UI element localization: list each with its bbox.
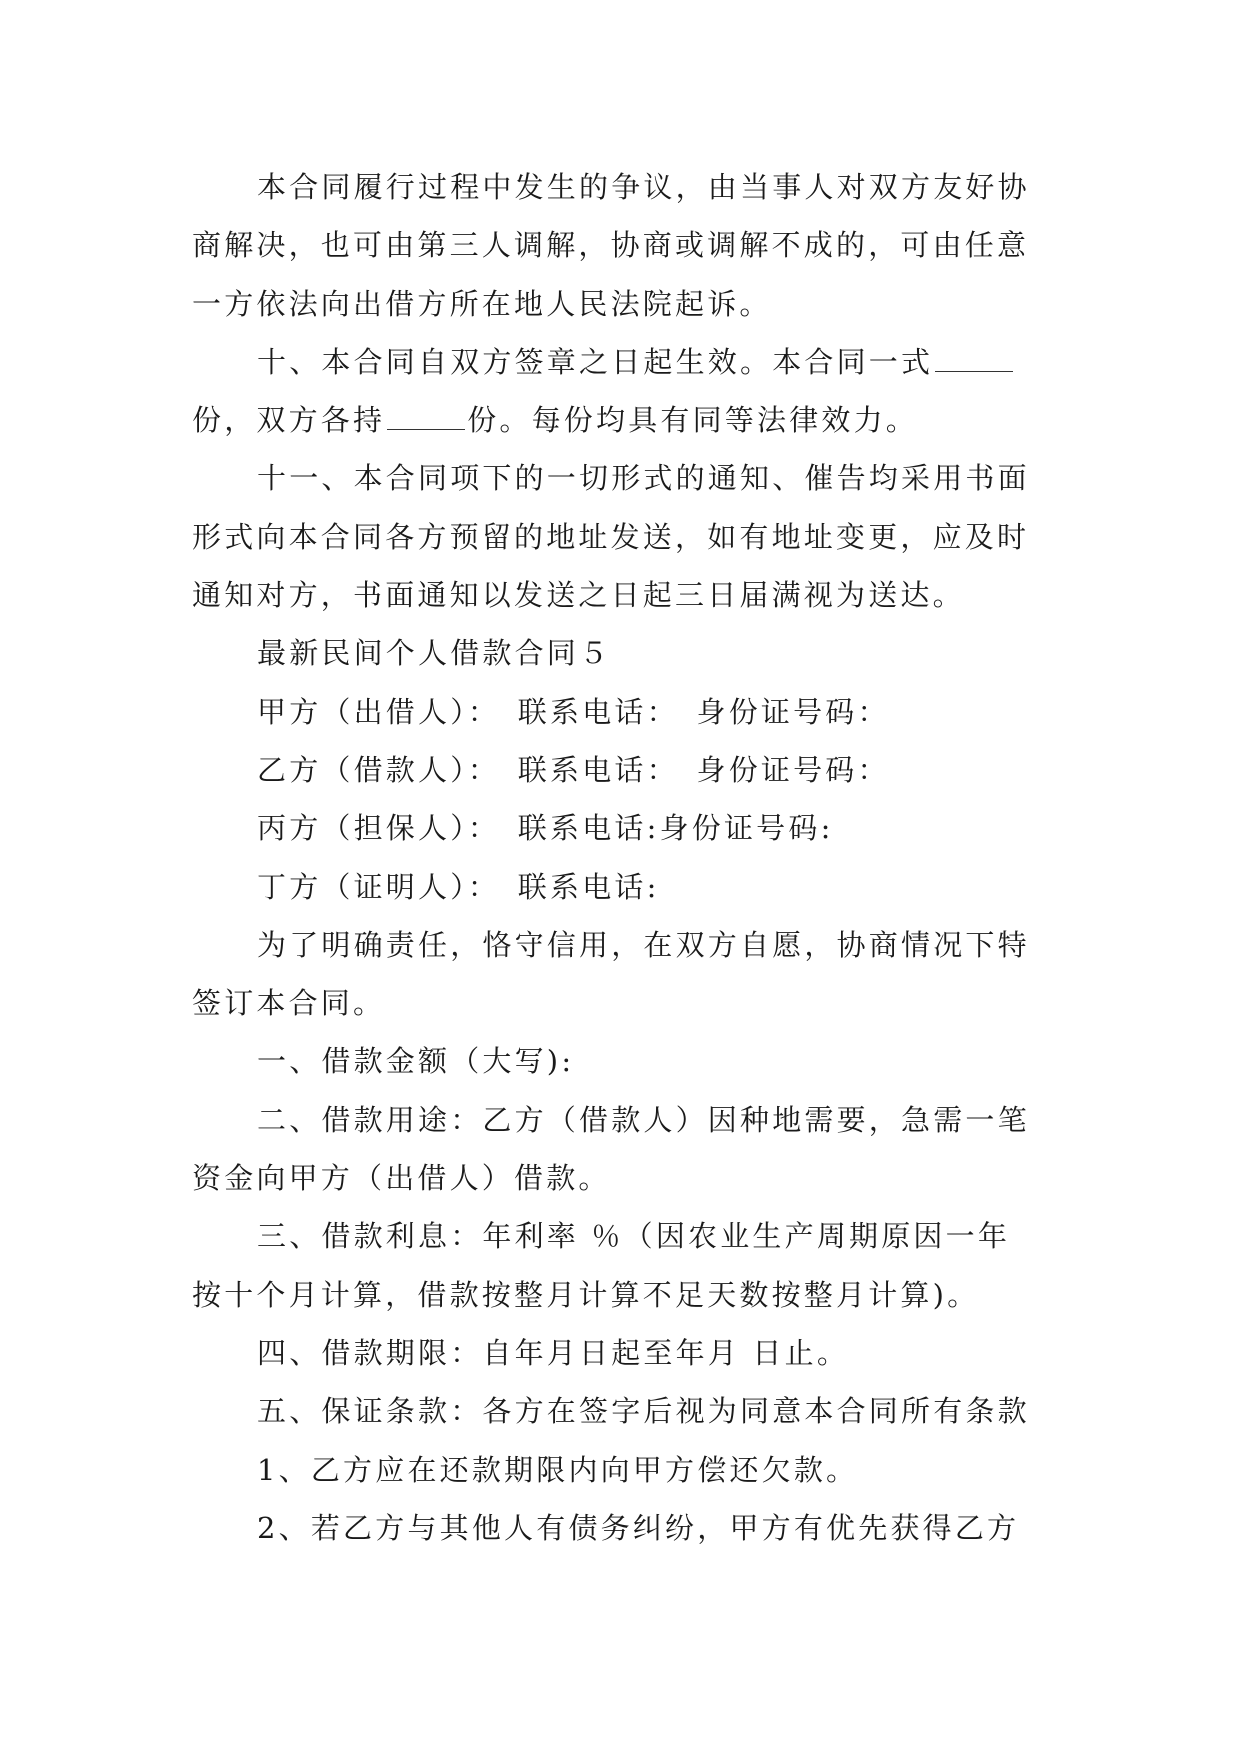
paragraph-line: 资金向甲方（出借人）借款。 bbox=[192, 1161, 611, 1196]
paragraph-line: 按十个月计算，借款按整月计算不足天数按整月计算)。 bbox=[192, 1277, 980, 1312]
paragraph-line: 为了明确责任，恪守信用，在双方自愿，协商情况下特 bbox=[257, 927, 1030, 962]
fill-in-blank bbox=[387, 407, 465, 430]
line-text: 份。每份均具有同等法律效力。 bbox=[467, 403, 919, 438]
clause-loan-purpose: 二、借款用途：乙方（借款人）因种地需要，急需一笔 bbox=[257, 1102, 1030, 1137]
paragraph-line: 通知对方，书面通知以发送之日起三日届满视为送达。 bbox=[192, 578, 965, 613]
clause-item-1: 1、乙方应在还款期限内向甲方偿还欠款。 bbox=[257, 1452, 859, 1487]
line-text: 十、本合同自双方签章之日起生效。本合同一式 bbox=[257, 344, 934, 379]
paragraph-line: 签订本合同。 bbox=[192, 986, 386, 1021]
paragraph-line: 十一、本合同项下的一切形式的通知、催告均采用书面 bbox=[257, 461, 1030, 496]
paragraph-line: 商解决，也可由第三人调解，协商或调解不成的，可由任意 bbox=[192, 228, 1030, 263]
party-line-lender: 甲方（出借人）： 联系电话： 身份证号码： bbox=[257, 694, 890, 729]
party-line-witness: 丁方（证明人）： 联系电话: bbox=[257, 869, 660, 904]
fill-in-blank bbox=[935, 349, 1013, 372]
section-title: 最新民间个人借款合同５ bbox=[257, 636, 612, 671]
paragraph-line: 形式向本合同各方预留的地址发送，如有地址变更，应及时 bbox=[192, 519, 1030, 554]
clause-loan-interest: 三、借款利息：年利率 ％（因农业生产周期原因一年 bbox=[257, 1219, 1011, 1254]
paragraph-line-with-blank bbox=[192, 333, 1050, 391]
clause-item-2: 2、若乙方与其他人有债务纠纷，甲方有优先获得乙方 bbox=[257, 1510, 1020, 1545]
clause-loan-term: 四、借款期限：自年月日起至年月 日止。 bbox=[257, 1335, 850, 1370]
clause-guarantee: 五、保证条款：各方在签字后视为同意本合同所有条款 bbox=[257, 1394, 1030, 1429]
paragraph-line-with-blank bbox=[192, 391, 1050, 449]
paragraph-line: 本合同履行过程中发生的争议，由当事人对双方友好协 bbox=[257, 170, 1030, 204]
line-text: 份，双方各持 bbox=[192, 403, 386, 438]
party-line-borrower: 乙方（借款人）： 联系电话： 身份证号码： bbox=[257, 752, 890, 787]
clause-loan-amount: 一、借款金额（大写): bbox=[257, 1044, 575, 1079]
paragraph-line: 一方依法向出借方所在地人民法院起诉。 bbox=[192, 286, 772, 321]
party-line-guarantor: 丙方（担保人）： 联系电话:身份证号码: bbox=[257, 811, 834, 846]
contract-body bbox=[192, 158, 1050, 1557]
